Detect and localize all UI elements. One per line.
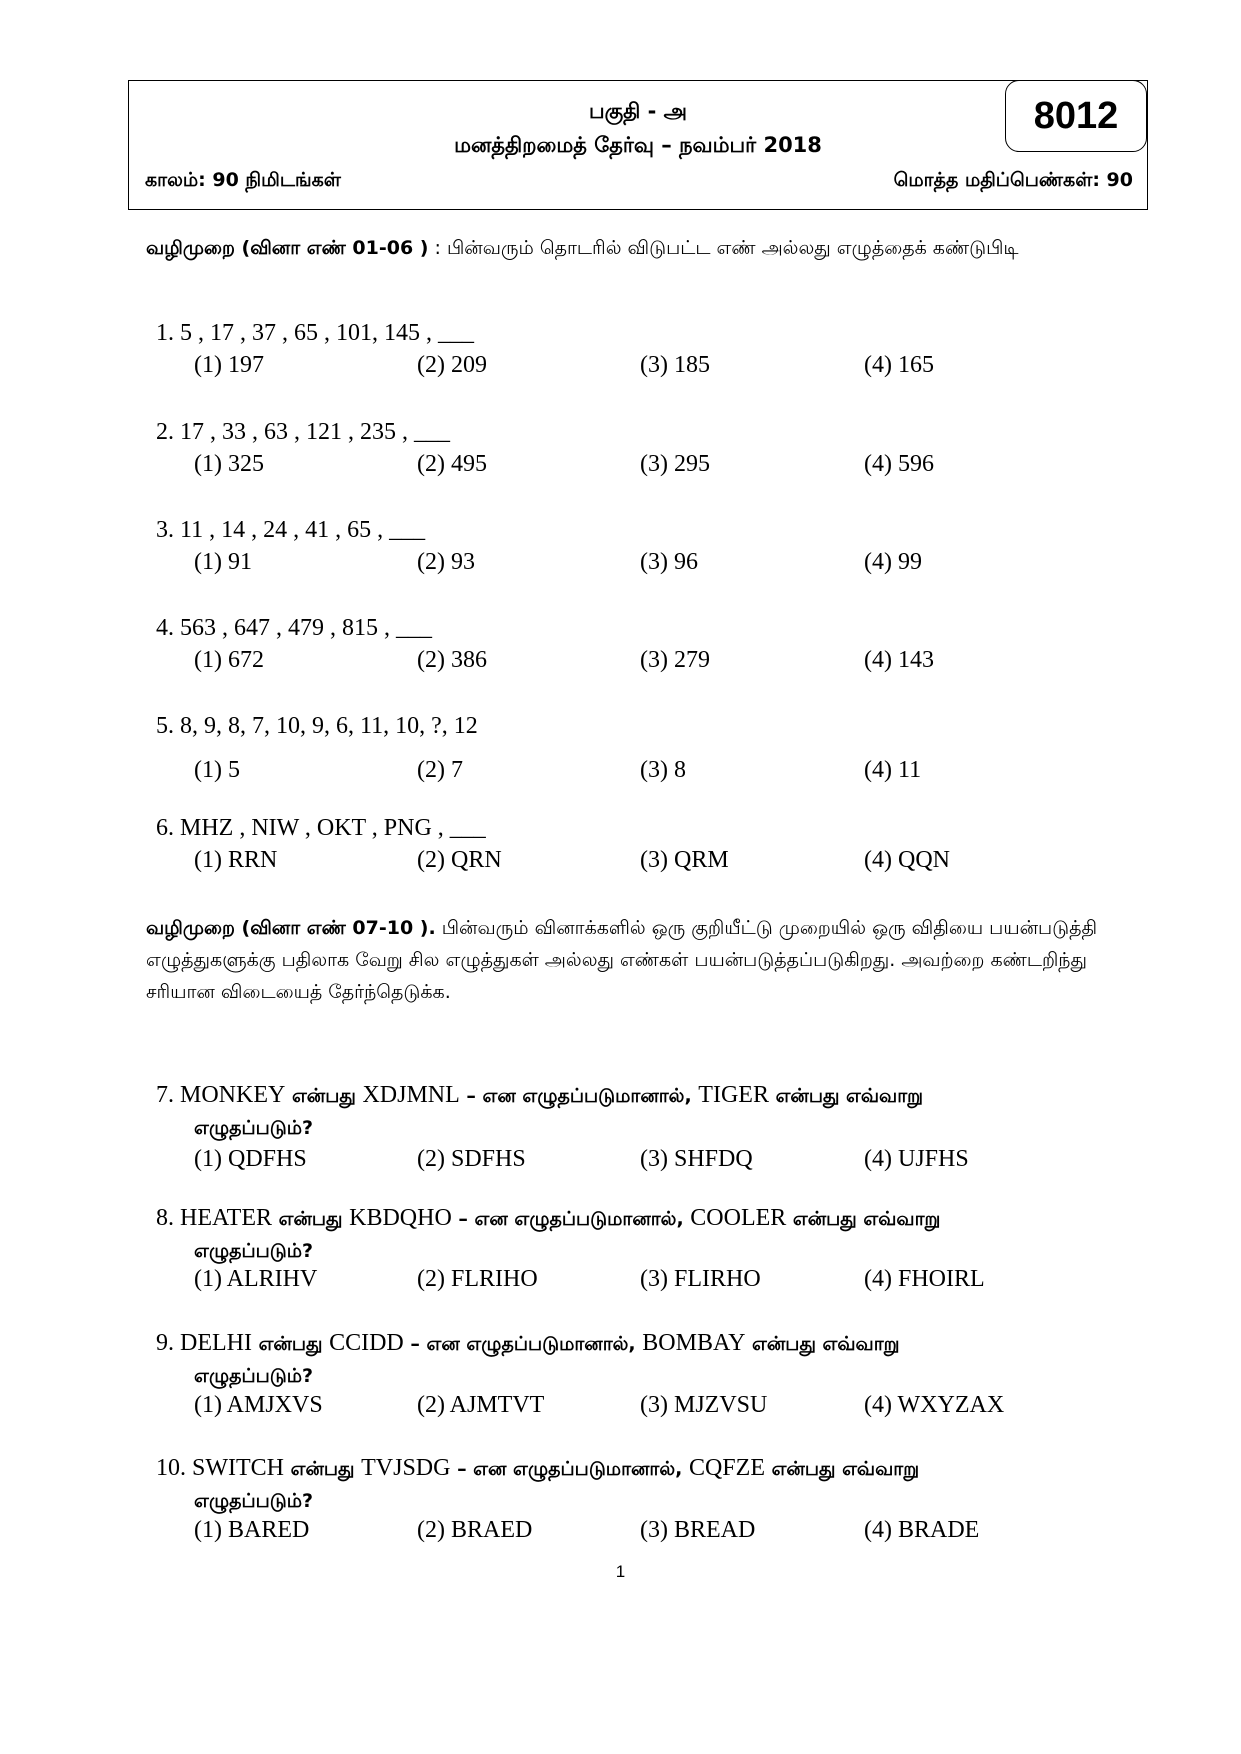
- q3-option-1[interactable]: (1) 91: [194, 549, 252, 575]
- q10-continuation: எழுதப்படும்?: [194, 1490, 314, 1512]
- q6-option-1[interactable]: (1) RRN: [194, 847, 278, 873]
- section1-instruction-lead: வழிமுறை (வினா எண் 01-06 ): [146, 237, 429, 259]
- q8-continuation: எழுதப்படும்?: [194, 1240, 314, 1262]
- q8-text-3: என்பது எவ்வாறு: [786, 1208, 941, 1230]
- q5-option-1[interactable]: (1) 5: [194, 757, 240, 783]
- q10-code: TVJSDG: [361, 1455, 451, 1481]
- q9-text-1: என்பது: [251, 1333, 330, 1355]
- q4-option-1[interactable]: (1) 672: [194, 647, 264, 673]
- q7-text-1: என்பது: [285, 1085, 363, 1107]
- q9-text-2: – என எழுதப்படுமானால்,: [403, 1333, 643, 1355]
- q10-word: 10. SWITCH: [156, 1455, 284, 1481]
- q7-word: 7. MONKEY: [156, 1082, 286, 1108]
- q6-option-4[interactable]: (4) QQN: [864, 847, 950, 873]
- q7-target: TIGER: [698, 1082, 769, 1108]
- question-4: 4. 563 , 647 , 479 , 815 , ___: [156, 615, 432, 641]
- q8-option-4[interactable]: (4) FHOIRL: [864, 1266, 985, 1292]
- section1-instruction-body: : பின்வரும் தொடரில் விடுபட்ட எண் அல்லது எழுத்தைக் கண்டுபிடி: [428, 237, 1019, 259]
- q10-text-1: என்பது: [284, 1458, 362, 1480]
- page-number: 1: [615, 1562, 626, 1581]
- q2-option-1[interactable]: (1) 325: [194, 451, 264, 477]
- q8-text-1: என்பது: [272, 1208, 350, 1230]
- q9-continuation: எழுதப்படும்?: [194, 1365, 314, 1387]
- exam-title: மனத்திறமைத் தேர்வு – நவம்பர் 2018: [454, 133, 822, 157]
- q1-option-1[interactable]: (1) 197: [194, 352, 264, 378]
- part-title: பகுதி - அ: [588, 99, 688, 123]
- q7-option-2[interactable]: (2) SDFHS: [417, 1146, 526, 1172]
- question-8: [156, 1205, 940, 1233]
- q10-option-1[interactable]: (1) BARED: [194, 1517, 310, 1543]
- section1-instruction: [146, 232, 1106, 264]
- q9-option-2[interactable]: (2) AJMTVT: [417, 1392, 545, 1418]
- question-10: [156, 1455, 919, 1483]
- q10-text-2: – என எழுதப்படுமானால்,: [450, 1458, 689, 1480]
- q7-text-2: – என எழுதப்படுமானால்,: [459, 1085, 699, 1107]
- exam-header: [128, 80, 1148, 210]
- q10-target: CQFZE: [688, 1455, 765, 1481]
- question-9: [156, 1330, 900, 1358]
- section2-instruction-body: பின்வரும் வினாக்களில் ஒரு குறியீட்டு முறையில் ஒரு விதியை பயன்படுத்தி எழுத்துகளுக்கு பதிலாக வேறு சில எழுத்துகள் அல்லது எண்கள் பயன்படுத்தப்படுகிறது. அவற்றை கண்டறிந்து சரியான விடையைத் தேர்ந்தெடுக்க.: [146, 917, 1098, 1003]
- q3-option-3[interactable]: (3) 96: [640, 549, 698, 575]
- q6-option-2[interactable]: (2) QRN: [417, 847, 502, 873]
- q6-option-3[interactable]: (3) QRM: [640, 847, 729, 873]
- total-marks: மொத்த மதிப்பெண்கள்: 90: [893, 169, 1133, 191]
- question-5: 5. 8, 9, 8, 7, 10, 9, 6, 11, 10, ?, 12: [156, 713, 478, 739]
- question-2: 2. 17 , 33 , 63 , 121 , 235 , ___: [156, 419, 450, 445]
- q4-option-4[interactable]: (4) 143: [864, 647, 934, 673]
- q8-option-2[interactable]: (2) FLRIHO: [417, 1266, 538, 1292]
- q8-option-1[interactable]: (1) ALRIHV: [194, 1266, 318, 1292]
- q1-option-4[interactable]: (4) 165: [864, 352, 934, 378]
- question-7: [156, 1082, 923, 1110]
- q5-option-2[interactable]: (2) 7: [417, 757, 463, 783]
- q9-text-3: என்பது எவ்வாறு: [745, 1333, 900, 1355]
- q3-option-4[interactable]: (4) 99: [864, 549, 922, 575]
- q2-option-4[interactable]: (4) 596: [864, 451, 934, 477]
- q9-option-4[interactable]: (4) WXYZAX: [864, 1392, 1005, 1418]
- q5-option-3[interactable]: (3) 8: [640, 757, 686, 783]
- q9-code: CCIDD: [329, 1330, 404, 1356]
- q7-option-1[interactable]: (1) QDFHS: [194, 1146, 307, 1172]
- q9-target: BOMBAY: [642, 1330, 746, 1356]
- q8-text-2: – என எழுதப்படுமானால்,: [451, 1208, 691, 1230]
- question-3: 3. 11 , 14 , 24 , 41 , 65 , ___: [156, 517, 426, 543]
- q4-option-2[interactable]: (2) 386: [417, 647, 487, 673]
- q3-option-2[interactable]: (2) 93: [417, 549, 475, 575]
- question-1: 1. 5 , 17 , 37 , 65 , 101, 145 , ___: [156, 320, 474, 346]
- exam-duration: காலம்: 90 நிமிடங்கள்: [145, 169, 341, 191]
- q7-code: XDJMNL: [362, 1082, 460, 1108]
- paper-code: 8012: [1005, 80, 1147, 152]
- q10-text-3: என்பது எவ்வாறு: [764, 1458, 920, 1480]
- q8-target: COOLER: [690, 1205, 787, 1231]
- q8-option-3[interactable]: (3) FLIRHO: [640, 1266, 761, 1292]
- q7-option-3[interactable]: (3) SHFDQ: [640, 1146, 753, 1172]
- q1-option-2[interactable]: (2) 209: [417, 352, 487, 378]
- q10-option-2[interactable]: (2) BRAED: [417, 1517, 533, 1543]
- q10-option-3[interactable]: (3) BREAD: [640, 1517, 756, 1543]
- q2-option-3[interactable]: (3) 295: [640, 451, 710, 477]
- q7-continuation: எழுதப்படும்?: [194, 1117, 314, 1139]
- q1-option-3[interactable]: (3) 185: [640, 352, 710, 378]
- q8-code: KBDQHO: [349, 1205, 452, 1231]
- q9-word: 9. DELHI: [156, 1330, 252, 1356]
- q2-option-2[interactable]: (2) 495: [417, 451, 487, 477]
- q7-text-3: என்பது எவ்வாறு: [768, 1085, 924, 1107]
- q9-option-3[interactable]: (3) MJZVSU: [640, 1392, 768, 1418]
- q7-option-4[interactable]: (4) UJFHS: [864, 1146, 969, 1172]
- question-6: 6. MHZ , NIW , OKT , PNG , ___: [156, 815, 486, 841]
- q4-option-3[interactable]: (3) 279: [640, 647, 710, 673]
- q9-option-1[interactable]: (1) AMJXVS: [194, 1392, 323, 1418]
- section2-instruction-lead: வழிமுறை (வினா எண் 07-10 ).: [146, 917, 436, 939]
- section2-instruction: [146, 912, 1106, 1008]
- q8-word: 8. HEATER: [156, 1205, 272, 1231]
- q5-option-4[interactable]: (4) 11: [864, 757, 922, 783]
- q10-option-4[interactable]: (4) BRADE: [864, 1517, 980, 1543]
